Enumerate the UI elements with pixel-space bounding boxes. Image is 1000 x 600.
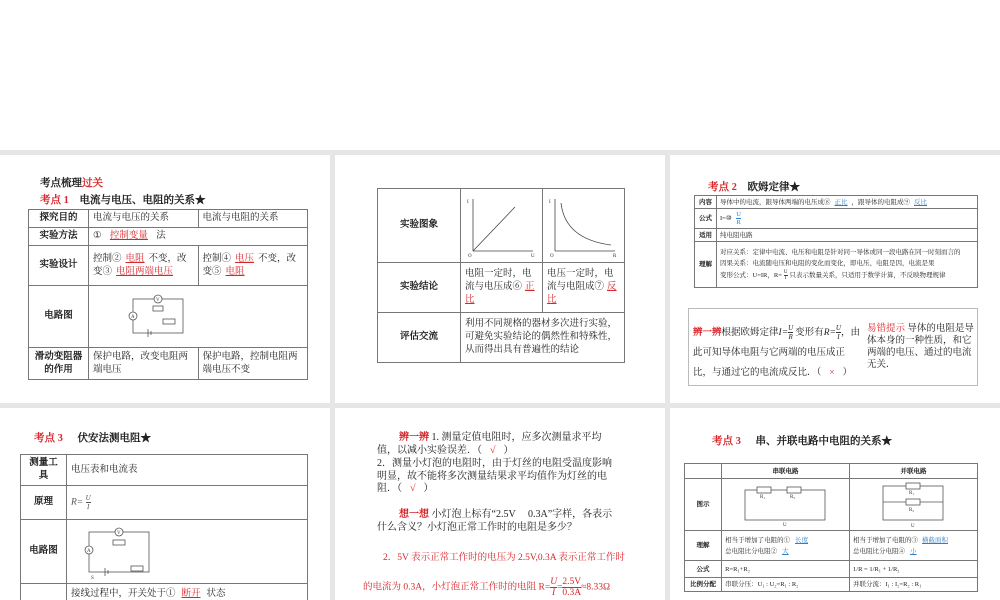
content-text-2: ，跟导体的电阻成⑨ <box>851 198 910 206</box>
table-row <box>685 464 978 479</box>
svg-text:V: V <box>156 297 160 303</box>
label-u: U <box>783 522 787 528</box>
fraction-numerator: U <box>835 324 841 333</box>
formula-fraction <box>788 324 793 341</box>
table-row <box>21 486 308 520</box>
conclusion-b-pre: 电压一定时，电流与电阻成⑦ <box>547 269 614 292</box>
table-row <box>695 229 978 242</box>
svg-text:V: V <box>117 530 121 536</box>
table-row <box>29 348 308 380</box>
quiz-q2: 2．测量小灯泡的电阻时，由于灯丝的电阻受温度影响明显，故不能将多次测量结果求平均值作为灯丝的电阻．（ <box>377 458 612 494</box>
table-row <box>29 246 308 286</box>
design-a-pre: 控制② <box>93 253 122 264</box>
cell-design-b <box>198 246 308 286</box>
kp-title-text: 欧姆定律★ <box>747 182 800 193</box>
table-row <box>685 531 978 561</box>
table-row <box>378 263 625 313</box>
understand-line-2: 因果关系：电流随电压和电阻的变化而变化，即电压、电阻是因，电流是果 <box>720 260 935 267</box>
note-t1: 根据欧姆定律 <box>721 328 779 338</box>
blank-number: ① <box>93 231 102 241</box>
cell-graph-label: 实验图象 <box>378 189 461 263</box>
graph-table <box>377 188 625 363</box>
answer-8: 正比 <box>834 198 848 206</box>
answer-3: 横截面积 <box>922 536 949 544</box>
label-r1: R₁ <box>909 490 915 496</box>
formula-fraction: $\frac{U}{I}$ <box>783 270 788 281</box>
design-b-pre: 控制④ <box>202 253 232 264</box>
note-text <box>693 323 861 383</box>
formula-fraction <box>736 211 741 226</box>
cell-graph-iu <box>461 189 543 263</box>
axis-origin-label: O <box>550 253 554 259</box>
series-text-1: 相当于增加了电阻的① <box>725 536 791 544</box>
cell-conclusion-label: 实验结论 <box>378 263 461 313</box>
answer-approx: ≈8.33Ω <box>581 582 611 593</box>
cell-tools-label: 测量工具 <box>21 455 67 486</box>
cell-principle-label: 原理 <box>21 486 67 520</box>
answer-line-1: 2．5V 表示正常工作时的电压为 2.5V,0.3A 表示正常工作时 <box>383 553 625 563</box>
cell-formula-label: 公式 <box>695 209 717 229</box>
cell-blank <box>685 464 722 479</box>
slide-5[interactable] <box>335 408 665 600</box>
kp-title-text: 伏安法测电阻★ <box>77 433 151 444</box>
understand-line-1: 对应关系：定律中电流、电压和电阻是针对同一导体或同一段电路在同一时刻而言的 <box>720 249 961 256</box>
quiz-a2: √ <box>410 483 416 494</box>
kp-title <box>712 433 892 448</box>
cell-parallel-ratio: 并联分流：I₁ : I₂=R₂ : R₁ <box>850 578 978 592</box>
fraction-numerator: U <box>550 577 558 587</box>
answer-line-2-text: 的电流为 0.3A，小灯泡正常工作时的电阻 R= <box>363 582 551 593</box>
answer-9: 反比 <box>914 198 927 206</box>
answer-2: 大 <box>782 547 789 555</box>
table-row <box>685 578 978 592</box>
cell-design-label: 实验设计 <box>29 246 89 286</box>
quiz-q1-end: ） <box>503 444 514 456</box>
cell-diagram-label: 图示 <box>685 479 722 531</box>
i-r-graph <box>545 193 621 259</box>
content-text-1: 导体中的电流，跟导体两端的电压成⑧ <box>720 198 831 206</box>
answer-4: 小 <box>910 547 917 555</box>
kp-title <box>34 430 151 445</box>
table-row <box>29 228 308 246</box>
cell-evaluation-label: 评估交流 <box>378 313 461 363</box>
method-tail: 法 <box>156 231 166 241</box>
answer-1: 长度 <box>795 536 809 544</box>
cell-method <box>89 228 308 246</box>
conclusion-a-pre: 电阻一定时，电流与电压成⑥ <box>465 269 532 292</box>
kp-title <box>708 179 800 194</box>
note-formula-r: R= <box>823 328 836 338</box>
answer-conclusion-b: 反比 <box>547 282 617 305</box>
col-series: 串联电路 <box>722 464 850 479</box>
series-parallel-table <box>684 463 978 592</box>
cell-scope-label: 适用 <box>695 229 717 242</box>
fraction-denominator: 0.3A <box>562 588 582 598</box>
col-parallel: 并联电路 <box>850 464 978 479</box>
principle-formula: R= <box>71 497 84 508</box>
table-row <box>21 520 308 584</box>
fraction-numerator: 2.5V <box>562 577 582 587</box>
formula-text: I=⑩ <box>720 214 732 222</box>
table-row <box>695 209 978 229</box>
formula-fraction: $\frac{U}{I}$ <box>85 494 91 511</box>
slide-6[interactable] <box>670 408 1000 600</box>
understand-line-3b: 只表示数量关系，只适用于数学计算，不反映物理规律 <box>789 271 946 279</box>
cell-design-a <box>89 246 199 286</box>
kp-label: 考点 3 <box>712 436 741 447</box>
cell-tools: 电压表和电流表 <box>67 455 308 486</box>
axis-i-label: I <box>467 199 469 205</box>
cell-series-understand <box>722 531 850 561</box>
cell-conclusion-b <box>543 263 625 313</box>
axis-u-label: U <box>531 253 535 259</box>
slide-1[interactable] <box>0 155 330 403</box>
series-circuit <box>725 482 845 528</box>
quiz-q2-end: ） <box>423 483 434 494</box>
kp-label: 考点 3 <box>34 433 63 444</box>
answer-design-a2: 电阻两端电压 <box>116 266 174 277</box>
design-a-mid: 不变，改变③ <box>93 253 187 277</box>
i-u-graph <box>463 193 539 259</box>
cell-purpose-a: 电流与电压的关系 <box>89 210 199 228</box>
slide-2[interactable] <box>335 155 665 403</box>
fraction-numerator: U <box>85 494 91 502</box>
header-prefix: 考点梳理 <box>40 178 82 189</box>
fraction-numerator: U <box>736 211 741 218</box>
formula-fraction: $\frac{U}{I}$ <box>835 324 841 342</box>
tip-body: 导体的电阻是导体本身的一种性质，和它两端的电压、通过的电流无关． <box>867 324 974 370</box>
answer-equals: = <box>557 582 563 593</box>
note-answer: × <box>829 368 835 378</box>
cell-circuit <box>89 286 308 348</box>
cell-wiring <box>67 584 308 600</box>
ohm-table <box>694 195 978 288</box>
axis-r-label: R <box>613 253 617 259</box>
cell-series-ratio: 串联分压：U₁ : U₂=R₁ : R₂ <box>722 578 850 592</box>
cell-purpose-label: 探究目的 <box>29 210 89 228</box>
cell-wiring-label <box>21 584 67 600</box>
series-text-2: 总电阻比分电阻② <box>725 547 778 555</box>
understand-line-3 <box>720 269 974 282</box>
kp-title-text: 串、并联电路中电阻的关系★ <box>755 436 892 447</box>
note-box <box>688 308 978 386</box>
cell-series-formula: R=R₁+R₂ <box>722 561 850 578</box>
voltammetry-table <box>20 454 308 600</box>
answer-method: 控制变量 <box>109 231 148 241</box>
answer-switch: 断开 <box>181 589 201 599</box>
wiring-pre: 接线过程中，开关处于① <box>71 589 176 599</box>
fraction-denominator: R <box>736 219 741 226</box>
axis-origin-label: O <box>468 253 472 259</box>
note-label: 辨一辨 <box>693 328 722 338</box>
tip-label: 易错提示 <box>867 324 906 334</box>
fraction-numerator: U <box>783 270 788 275</box>
kp-title <box>40 192 206 207</box>
table-row <box>21 584 308 600</box>
table-row <box>378 313 625 363</box>
table-row <box>685 479 978 531</box>
note-t3: ，由此可知导体电阻与它两端的电压成正比，与通过它的电流成反比．（ <box>693 328 860 378</box>
answer-fraction-2 <box>562 577 581 598</box>
cell-conclusion-a <box>461 263 543 313</box>
table-row <box>685 561 978 578</box>
fraction-denominator: R <box>788 333 793 342</box>
section-header <box>40 175 103 190</box>
cell-understand-label: 理解 <box>695 242 717 288</box>
cell-circuit-label: 电路图 <box>29 286 89 348</box>
cell-formula <box>717 209 978 229</box>
cell-principle <box>67 486 308 520</box>
quiz-1 <box>377 432 617 457</box>
table-row <box>695 242 978 288</box>
answer-conclusion-a: 正比 <box>465 282 535 305</box>
cell-ratio-label: 比例分配 <box>685 578 722 592</box>
quiz-q1: 1. 测量定值电阻时，应多次测量求平均值，以减小实验误差．（ <box>377 432 602 456</box>
relation-table <box>28 209 308 380</box>
cell-scope: 纯电阻电路 <box>717 229 978 242</box>
fraction-numerator: U <box>788 324 794 333</box>
cell-circuit <box>67 520 308 584</box>
design-b-mid: 不变，改变⑤ <box>202 253 297 277</box>
table-row <box>378 189 625 263</box>
cell-rheostat-b: 保护电路，控制电阻两端电压不变 <box>198 348 308 380</box>
parallel-circuit <box>853 482 973 528</box>
cell-rheostat-label: 滑动变阻器的作用 <box>29 348 89 380</box>
cell-parallel-diagram <box>850 479 978 531</box>
table-row <box>29 210 308 228</box>
answer-design-b1: 电压 <box>235 253 255 264</box>
fraction-denominator: I <box>552 588 556 598</box>
cell-graph-ir <box>543 189 625 263</box>
cell-rheostat-a: 保护电路，改变电阻两端电压 <box>89 348 199 380</box>
table-row <box>21 455 308 486</box>
cell-content <box>717 196 978 209</box>
cell-method-label: 实验方法 <box>29 228 89 246</box>
circuit-diagram <box>93 291 303 343</box>
voltammetry-circuit <box>71 524 161 580</box>
cell-content-label: 内容 <box>695 196 717 209</box>
svg-text:A: A <box>87 548 91 554</box>
cell-circuit-label: 电路图 <box>21 520 67 584</box>
cell-parallel-formula: 1/R = 1/R₁ + 1/R₂ <box>850 561 978 578</box>
cell-series-diagram <box>722 479 850 531</box>
slide-3[interactable] <box>670 155 1000 403</box>
svg-text:A: A <box>131 314 135 320</box>
quiz-a1: √ <box>490 444 496 456</box>
cell-purpose-b: 电流与电阻的关系 <box>198 210 308 228</box>
kp-label: 考点 2 <box>708 182 737 193</box>
label-r2: R₂ <box>790 494 796 500</box>
understand-line-3a: 变形公式：U=IR，R= <box>720 271 782 279</box>
label-u: U <box>911 523 915 528</box>
quiz-2 <box>377 458 617 496</box>
cell-understand-label: 理解 <box>685 531 722 561</box>
think-question <box>377 508 617 534</box>
label-r1: R₁ <box>760 494 766 500</box>
cell-parallel-understand <box>850 531 978 561</box>
answer-design-b2: 电阻 <box>225 266 245 277</box>
answer-design-a1: 电阻 <box>125 253 145 264</box>
kp-title-text: 电流与电压、电阻的关系★ <box>79 195 206 206</box>
quiz-label: 辨一辨 <box>399 432 429 443</box>
answer-line-2 <box>363 577 663 598</box>
slide-4[interactable] <box>0 408 330 600</box>
kp-label: 考点 1 <box>40 195 69 206</box>
cell-evaluation: 利用不同规格的器材多次进行实验，可避免实验结论的偶然性和特殊性，从而得出具有普遍性的结论 <box>461 313 625 363</box>
think-label: 想一想 <box>399 509 429 520</box>
parallel-text-2: 总电阻比分电阻④ <box>853 547 906 555</box>
note-t2: 变形有 <box>795 328 824 338</box>
note-formula-i: I= <box>778 328 789 338</box>
axis-i-label: I <box>549 199 551 205</box>
parallel-text-1: 相当于增加了电阻的③ <box>853 536 919 544</box>
think-q: 小灯泡上标有“2.5V 0.3A”字样，各表示什么含义？小灯泡正常工作时的电阻是多少？ <box>377 509 613 533</box>
wiring-tail: 状态 <box>206 589 226 599</box>
note-t4: ） <box>842 368 853 378</box>
cell-understand <box>717 242 978 288</box>
cell-formula-label: 公式 <box>685 561 722 578</box>
header-suffix: 过关 <box>82 178 103 189</box>
table-row <box>695 196 978 209</box>
svg-text:S: S <box>91 575 94 580</box>
table-row <box>29 286 308 348</box>
label-r2: R₂ <box>909 507 915 513</box>
tip-text <box>867 323 975 371</box>
